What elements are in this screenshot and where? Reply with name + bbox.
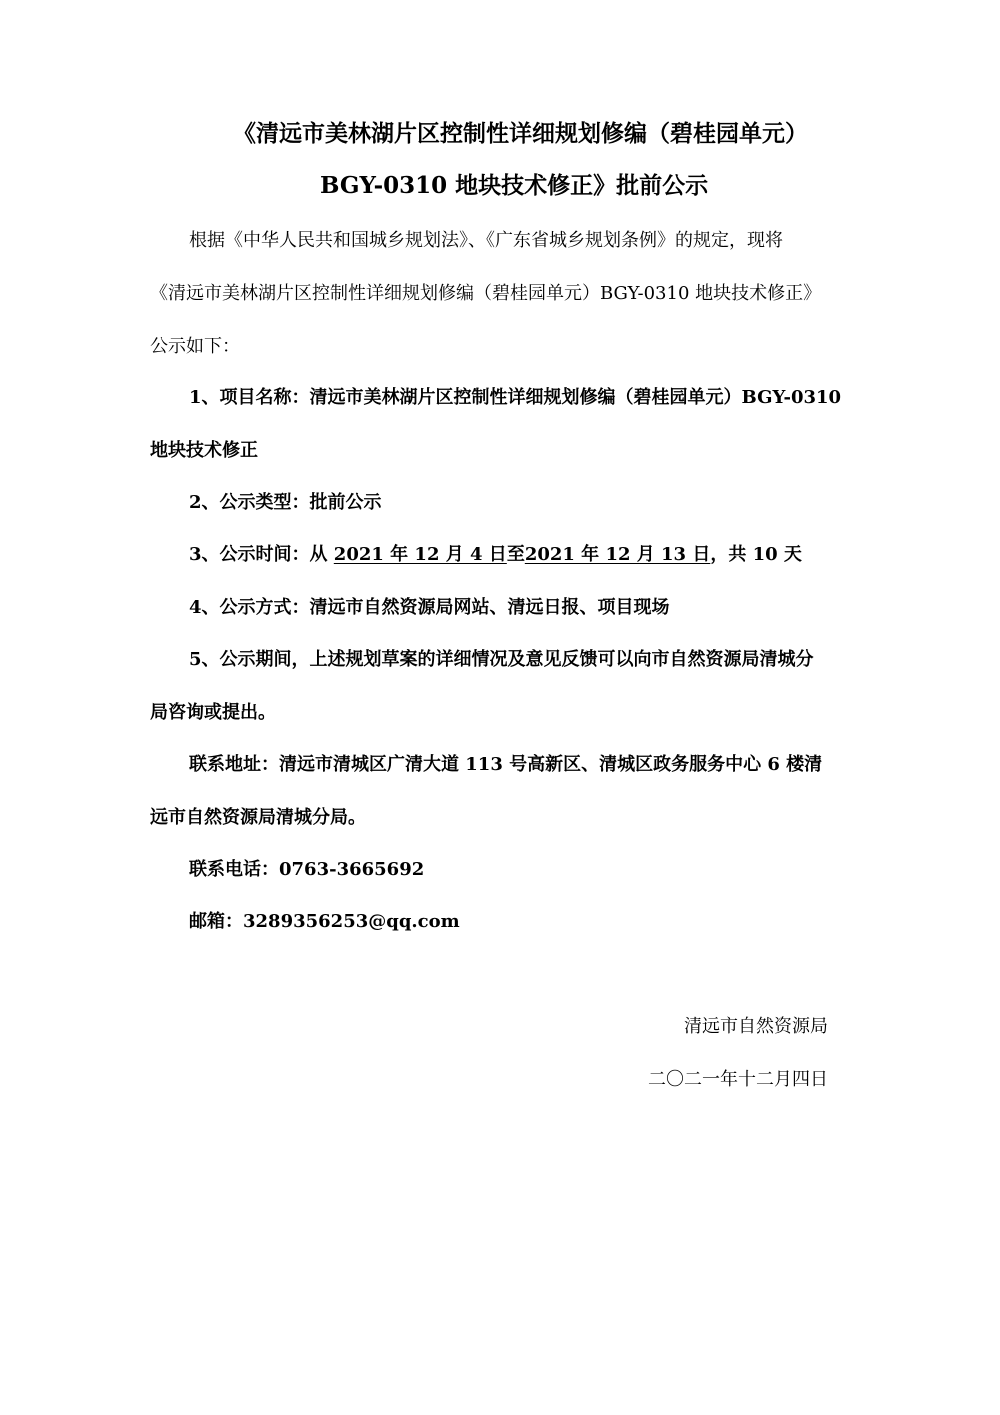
item-feedback-line-2: 局咨询或提出。 — [150, 702, 276, 723]
item-feedback-line-1: 5、公示期间，上述规划草案的详细情况及意见反馈可以向市自然资源局清城分 — [189, 649, 814, 670]
notice-period-end-date: 2021 年 12 月 13 日 — [524, 544, 711, 565]
item-notice-period — [189, 542, 802, 568]
document-title-line-2: BGY-0310 地块技术修正》批前公示 — [320, 172, 709, 199]
item-project-name-line-1: 1、项目名称：清远市美林湖片区控制性详细规划修编（碧桂园单元）BGY-0310 — [189, 387, 842, 408]
item-project-name-line-2: 地块技术修正 — [150, 440, 258, 461]
notice-period-start-date: 2021 年 12 月 4 日 — [333, 544, 507, 565]
notice-period-to: 至 — [506, 544, 525, 565]
intro-line-1: 根据《中华人民共和国城乡规划法》、《广东省城乡规划条例》的规定，现将 — [189, 230, 783, 251]
notice-period-suffix: ，共 10 天 — [710, 544, 802, 565]
item-notice-method: 4、公示方式：清远市自然资源局网站、清远日报、项目现场 — [189, 597, 670, 618]
intro-line-2: 《清远市美林湖片区控制性详细规划修编（碧桂园单元）BGY-0310 地块技术修正》 — [150, 283, 822, 304]
contact-email: 邮箱：3289356253@qq.com — [189, 911, 460, 932]
contact-address-line-1: 联系地址：清远市清城区广清大道 113 号高新区、清城区政务服务中心 6 楼清 — [189, 754, 823, 775]
contact-address-line-2: 远市自然资源局清城分局。 — [150, 807, 366, 828]
contact-phone: 联系电话：0763-3665692 — [189, 859, 425, 880]
document-title-line-1: 《清远市美林湖片区控制性详细规划修编（碧桂园单元） — [233, 120, 808, 147]
item-notice-type: 2、公示类型：批前公示 — [189, 492, 382, 513]
signature-organization: 清远市自然资源局 — [684, 1016, 828, 1037]
notice-period-prefix: 3、公示时间：从 — [189, 544, 334, 565]
signature-date: 二〇二一年十二月四日 — [648, 1069, 828, 1090]
intro-line-3: 公示如下： — [150, 336, 240, 357]
